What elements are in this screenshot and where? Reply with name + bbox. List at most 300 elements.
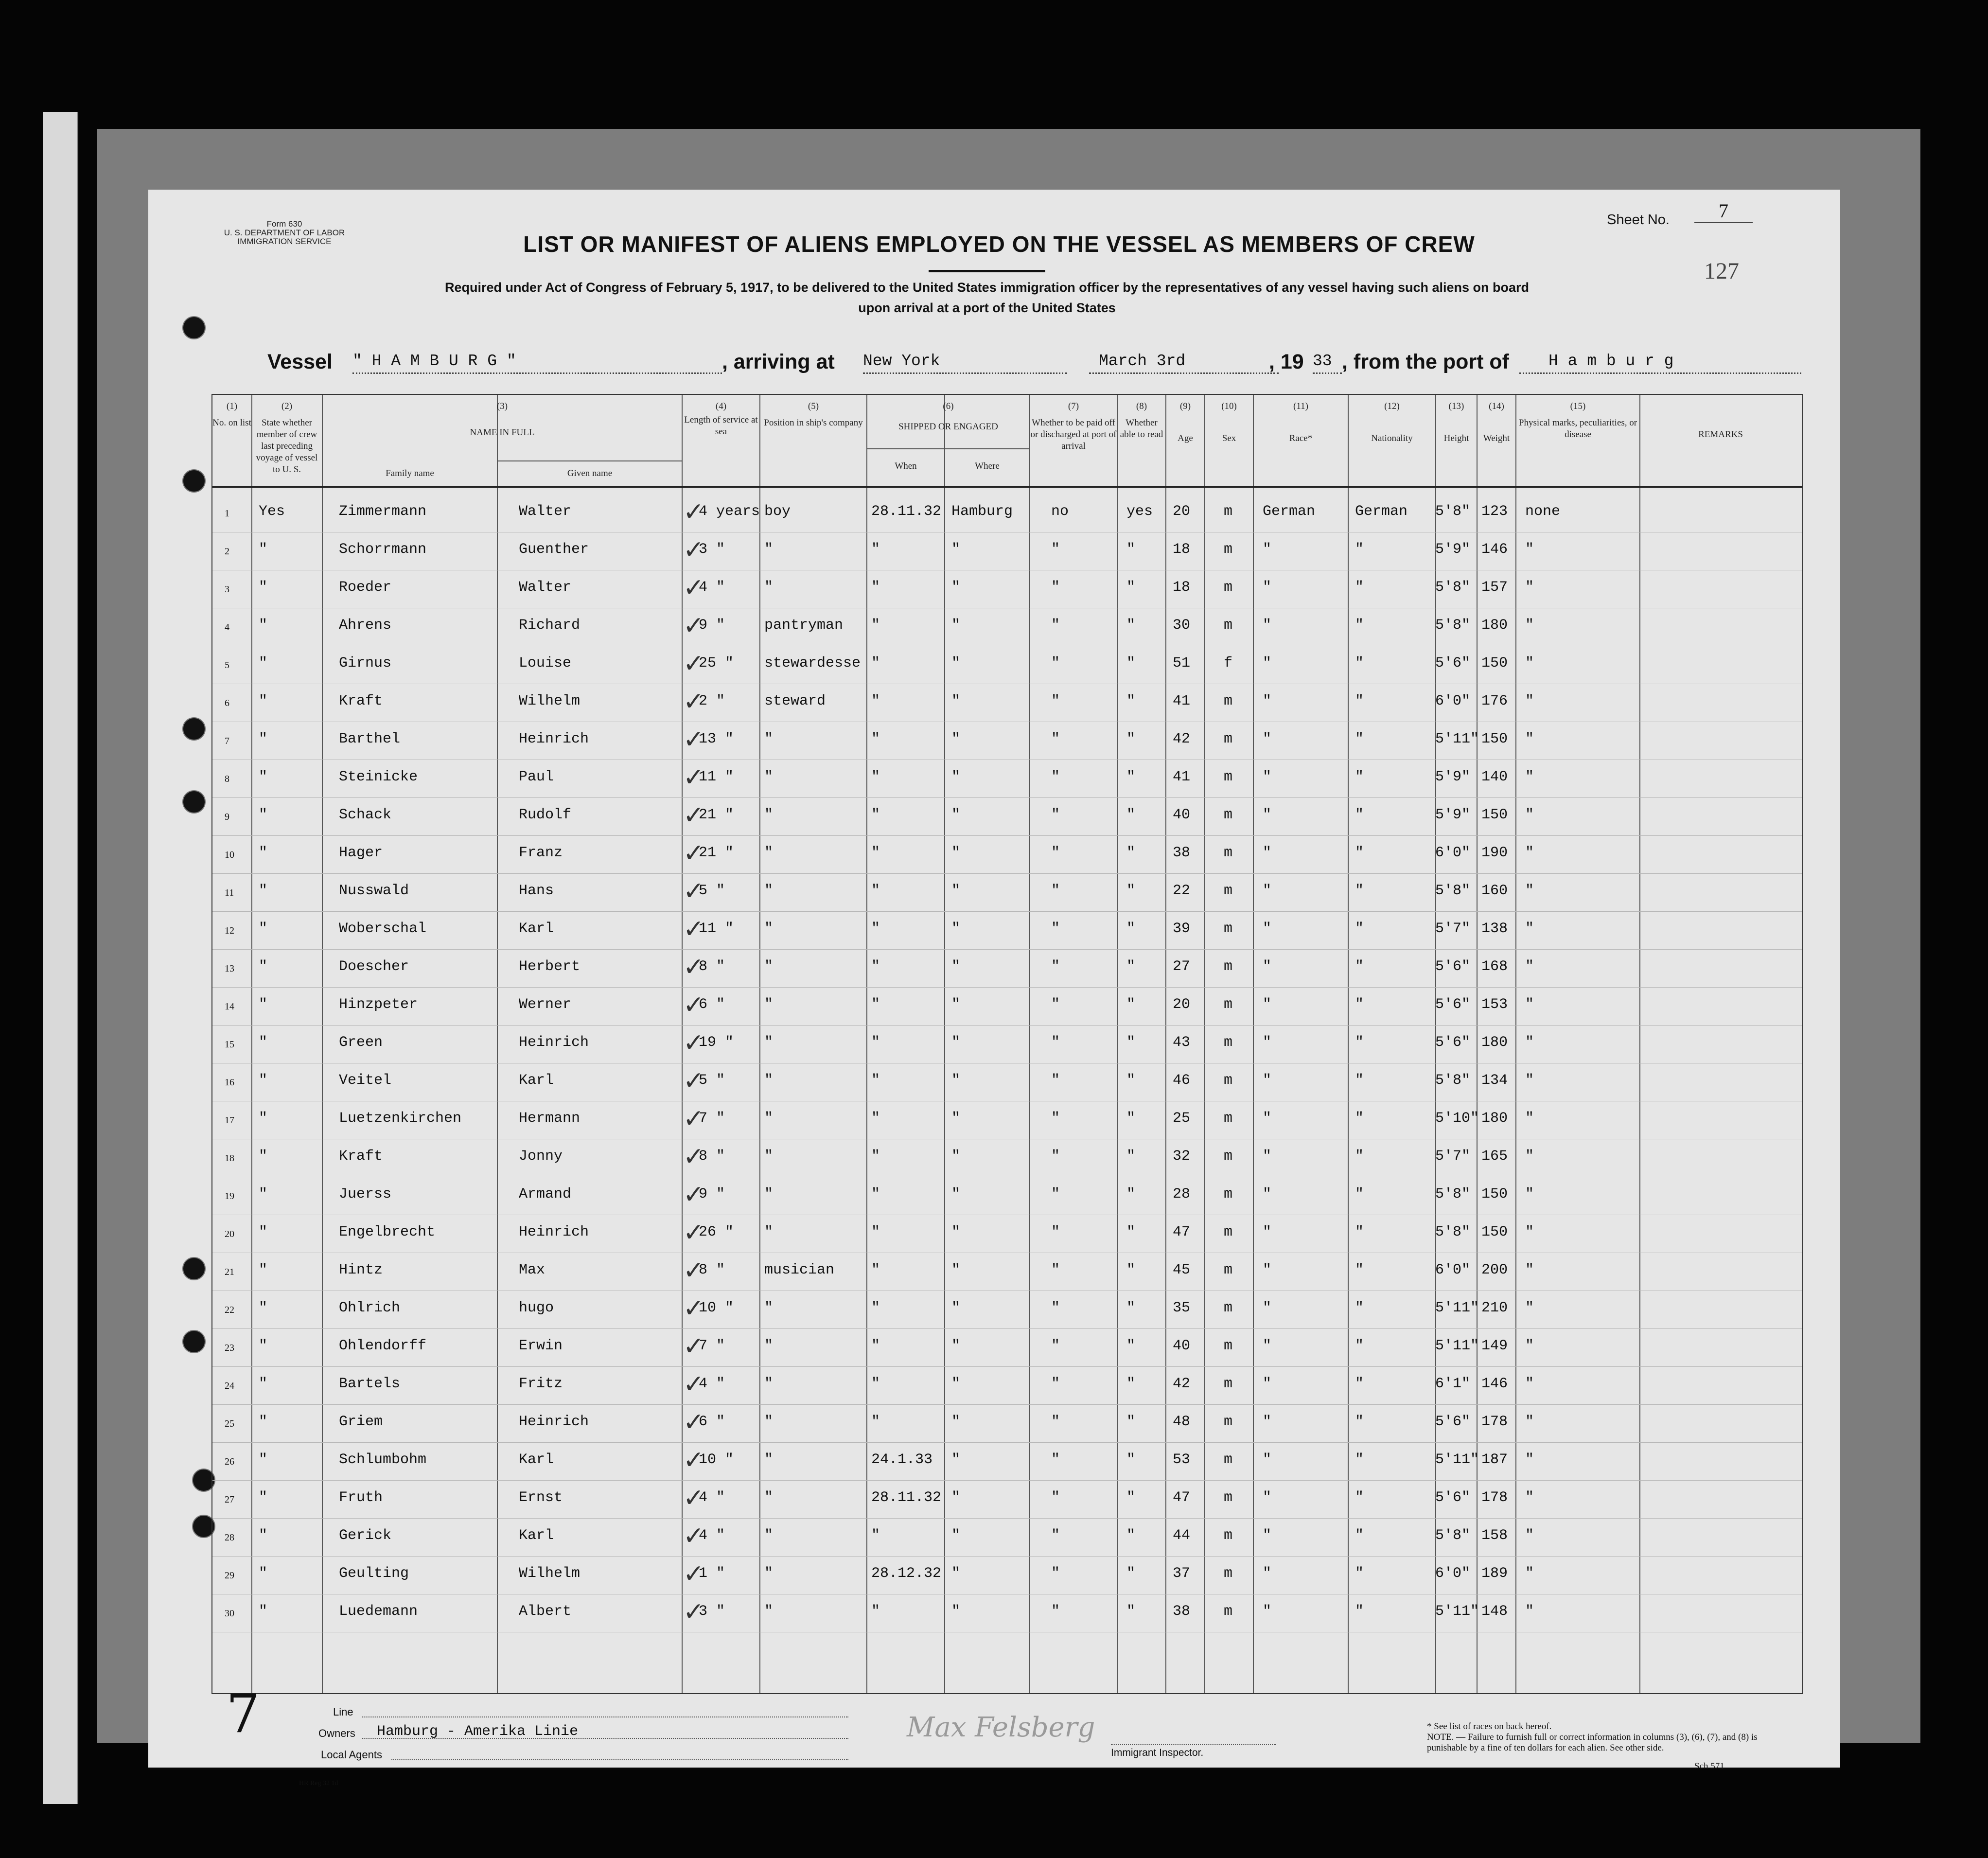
arrival-port: New York: [863, 352, 1067, 374]
table-row: [212, 760, 1802, 798]
cell-sex: m: [1224, 920, 1233, 937]
cell-age: 32: [1173, 1148, 1191, 1165]
cell-height: 5'8": [1435, 1527, 1471, 1544]
cell-nationality: ": [1355, 1451, 1364, 1468]
cell-previous-voyage: ": [259, 1565, 268, 1582]
cell-shipped-when: ": [871, 996, 880, 1013]
table-row: [212, 570, 1802, 608]
cell-height: 5'6": [1435, 1489, 1471, 1506]
cell-row-number: 11: [225, 887, 234, 898]
cell-age: 27: [1173, 958, 1191, 975]
cell-height: 6'0": [1435, 1565, 1471, 1582]
cell-shipped-when: ": [871, 1262, 880, 1278]
cell-race: ": [1263, 1451, 1272, 1468]
header-position: [760, 401, 866, 429]
cell-weight: 140: [1481, 769, 1508, 785]
cell-able-to-read: ": [1126, 1148, 1136, 1165]
cell-length-of-service: 1 ": [699, 1565, 725, 1582]
cell-physical-marks: ": [1525, 1565, 1534, 1582]
check-mark-icon: ✓: [683, 687, 704, 716]
cell-length-of-service: 4 ": [699, 1376, 725, 1392]
cell-family-name: Geulting: [339, 1565, 409, 1582]
cell-position: ": [764, 1110, 774, 1127]
cell-race: ": [1263, 1414, 1272, 1430]
cell-sex: m: [1224, 693, 1233, 709]
cell-given-name: Heinrich: [519, 1224, 589, 1240]
cell-row-number: 29: [225, 1570, 234, 1581]
cell-row-number: 18: [225, 1153, 234, 1164]
sheet-number: 7: [1694, 199, 1753, 223]
header-col-number: (8): [1136, 401, 1147, 411]
cell-family-name: Gerick: [339, 1527, 392, 1544]
header-col-label: Height: [1443, 433, 1469, 443]
cell-age: 18: [1173, 541, 1191, 558]
cell-row-number: 9: [225, 812, 229, 822]
cell-nationality: ": [1355, 1072, 1364, 1089]
cell-physical-marks: ": [1525, 1527, 1534, 1544]
header-col-label: No. on list: [212, 418, 251, 428]
cell-given-name: Max: [519, 1262, 545, 1278]
cell-shipped-where: ": [951, 1603, 961, 1620]
cell-length-of-service: 8 ": [699, 958, 725, 975]
header-col-number: (3): [496, 401, 508, 411]
cell-height: 5'6": [1435, 996, 1471, 1013]
header-where: Where: [975, 461, 1000, 471]
cell-weight: 178: [1481, 1414, 1508, 1430]
cell-physical-marks: ": [1525, 845, 1534, 861]
cell-race: ": [1263, 845, 1272, 861]
cell-able-to-read: ": [1126, 1603, 1136, 1620]
cell-sex: m: [1224, 1034, 1233, 1051]
table-row: [212, 1139, 1802, 1177]
cell-length-of-service: 5 ": [699, 883, 725, 899]
cell-age: 44: [1173, 1527, 1191, 1544]
arriving-label: , arriving at: [722, 350, 835, 373]
cell-nationality: ": [1355, 1489, 1364, 1506]
owners-label: Owners: [318, 1727, 355, 1739]
cell-length-of-service: 6 ": [699, 996, 725, 1013]
cell-length-of-service: 7 ": [699, 1338, 725, 1354]
cell-position: ": [764, 1451, 774, 1468]
cell-paid-off: ": [1051, 1414, 1060, 1430]
cell-physical-marks: ": [1525, 1338, 1534, 1354]
cell-physical-marks: ": [1525, 1489, 1534, 1506]
cell-shipped-when: ": [871, 1186, 880, 1203]
cell-shipped-where: ": [951, 845, 961, 861]
header-physical-marks: [1516, 401, 1639, 441]
cell-position: ": [764, 958, 774, 975]
cell-age: 30: [1173, 617, 1191, 634]
cell-weight: 160: [1481, 883, 1508, 899]
cell-height: 5'6": [1435, 958, 1471, 975]
cell-able-to-read: ": [1126, 807, 1136, 823]
cell-previous-voyage: ": [259, 1224, 268, 1240]
cell-given-name: Jonny: [519, 1148, 563, 1165]
cell-sex: m: [1224, 1186, 1233, 1203]
cell-shipped-when: ": [871, 1414, 880, 1430]
cell-given-name: Paul: [519, 769, 554, 785]
cell-shipped-where: ": [951, 1414, 961, 1430]
cell-race: ": [1263, 1034, 1272, 1051]
cell-paid-off: ": [1051, 958, 1060, 975]
cell-length-of-service: 11 ": [699, 769, 734, 785]
cell-nationality: German: [1355, 503, 1408, 520]
cell-height: 6'1": [1435, 1376, 1471, 1392]
cell-weight: 148: [1481, 1603, 1508, 1620]
cell-given-name: Heinrich: [519, 731, 589, 747]
cell-previous-voyage: ": [259, 920, 268, 937]
cell-length-of-service: 21 ": [699, 845, 734, 861]
cell-nationality: ": [1355, 1414, 1364, 1430]
cell-able-to-read: ": [1126, 769, 1136, 785]
cell-family-name: Luetzenkirchen: [339, 1110, 462, 1127]
cell-shipped-where: ": [951, 731, 961, 747]
cell-sex: m: [1224, 1376, 1233, 1392]
departure-port: H a m b u r g: [1519, 352, 1801, 374]
cell-row-number: 24: [225, 1380, 234, 1391]
handwritten-sheet-number: 7: [226, 1682, 260, 1745]
check-mark-icon: ✓: [683, 1597, 704, 1627]
cell-sex: m: [1224, 996, 1233, 1013]
header-col-number: (14): [1489, 401, 1504, 411]
cell-row-number: 15: [225, 1039, 234, 1050]
header-name-in-full: [323, 401, 682, 439]
table-row: [212, 646, 1802, 684]
cell-position: ": [764, 1224, 774, 1240]
cell-age: 25: [1173, 1110, 1191, 1127]
cell-age: 40: [1173, 807, 1191, 823]
service-name: IMMIGRATION SERVICE: [237, 237, 332, 246]
cell-family-name: Kraft: [339, 1148, 383, 1165]
cell-position: pantryman: [764, 617, 844, 634]
table-row: [212, 1101, 1802, 1139]
cell-shipped-when: ": [871, 579, 880, 596]
cell-given-name: hugo: [519, 1300, 554, 1316]
cell-physical-marks: ": [1525, 1110, 1534, 1127]
header-col-number: (13): [1448, 401, 1464, 411]
cell-height: 5'9": [1435, 807, 1471, 823]
cell-height: 5'8": [1435, 1186, 1471, 1203]
inspector-label: Immigrant Inspector.: [1111, 1744, 1276, 1759]
cell-weight: 180: [1481, 617, 1508, 634]
cell-shipped-when: ": [871, 769, 880, 785]
cell-weight: 187: [1481, 1451, 1508, 1468]
cell-sex: m: [1224, 1224, 1233, 1240]
cell-shipped-where: ": [951, 883, 961, 899]
cell-family-name: Kraft: [339, 693, 383, 709]
cell-race: ": [1263, 1376, 1272, 1392]
cell-given-name: Franz: [519, 845, 563, 861]
cell-position: stewardesse: [764, 655, 861, 672]
cell-physical-marks: ": [1525, 1376, 1534, 1392]
cell-weight: 180: [1481, 1034, 1508, 1051]
header-height: [1436, 401, 1477, 444]
cell-row-number: 6: [225, 698, 229, 708]
cell-position: ": [764, 1148, 774, 1165]
cell-row-number: 22: [225, 1305, 234, 1315]
cell-physical-marks: ": [1525, 1148, 1534, 1165]
cell-family-name: Hinzpeter: [339, 996, 418, 1013]
cell-shipped-where: ": [951, 1376, 961, 1392]
cell-paid-off: ": [1051, 1186, 1060, 1203]
cell-shipped-when: ": [871, 1072, 880, 1089]
table-row: [212, 608, 1802, 646]
cell-previous-voyage: ": [259, 1186, 268, 1203]
cell-able-to-read: ": [1126, 693, 1136, 709]
cell-row-number: 27: [225, 1494, 234, 1505]
cell-family-name: Engelbrecht: [339, 1224, 436, 1240]
cell-height: 5'7": [1435, 920, 1471, 937]
cell-sex: m: [1224, 731, 1233, 747]
cell-paid-off: ": [1051, 1148, 1060, 1165]
cell-family-name: Juerss: [339, 1186, 392, 1203]
cell-race: ": [1263, 1300, 1272, 1316]
cell-row-number: 17: [225, 1115, 234, 1126]
cell-row-number: 30: [225, 1608, 234, 1619]
cell-given-name: Richard: [519, 617, 581, 634]
cell-able-to-read: ": [1126, 1072, 1136, 1089]
cell-shipped-when: ": [871, 883, 880, 899]
binding-strip: [43, 112, 78, 1804]
cell-paid-off: ": [1051, 541, 1060, 558]
cell-sex: m: [1224, 541, 1233, 558]
cell-weight: 153: [1481, 996, 1508, 1013]
cell-shipped-where: ": [951, 958, 961, 975]
cell-paid-off: ": [1051, 617, 1060, 634]
cell-age: 38: [1173, 1603, 1191, 1620]
check-mark-icon: ✓: [683, 649, 704, 678]
cell-previous-voyage: ": [259, 1072, 268, 1089]
cell-sex: m: [1224, 1148, 1233, 1165]
manifest-sheet: [148, 190, 1840, 1787]
cell-previous-voyage: ": [259, 693, 268, 709]
cell-previous-voyage: ": [259, 1414, 268, 1430]
header-col-number: (11): [1293, 401, 1308, 411]
cell-sex: m: [1224, 1565, 1233, 1582]
cell-sex: m: [1224, 1300, 1233, 1316]
cell-age: 35: [1173, 1300, 1191, 1316]
cell-previous-voyage: ": [259, 883, 268, 899]
cell-previous-voyage: ": [259, 1148, 268, 1165]
cell-previous-voyage: ": [259, 655, 268, 672]
vessel-name: " H A M B U R G ": [352, 352, 722, 374]
cell-position: ": [764, 807, 774, 823]
cell-height: 5'8": [1435, 617, 1471, 634]
cell-weight: 190: [1481, 845, 1508, 861]
cell-row-number: 20: [225, 1229, 234, 1239]
cell-able-to-read: ": [1126, 541, 1136, 558]
cell-height: 6'0": [1435, 845, 1471, 861]
cell-paid-off: ": [1051, 1300, 1060, 1316]
cell-length-of-service: 2 ": [699, 693, 725, 709]
cell-height: 5'11": [1435, 731, 1479, 747]
cell-row-number: 26: [225, 1456, 234, 1467]
check-mark-icon: ✓: [683, 535, 704, 565]
header-col-number: (2): [281, 401, 293, 411]
cell-row-number: 28: [225, 1532, 234, 1543]
table-row: [212, 1594, 1802, 1632]
cell-weight: 134: [1481, 1072, 1508, 1089]
cell-age: 38: [1173, 845, 1191, 861]
cell-previous-voyage: ": [259, 1300, 268, 1316]
cell-sex: m: [1224, 1527, 1233, 1544]
cell-height: 5'8": [1435, 1224, 1471, 1240]
check-mark-icon: ✓: [683, 1408, 704, 1437]
form-number: Form 630: [266, 219, 302, 229]
cell-paid-off: ": [1051, 845, 1060, 861]
header-col-label: Sex: [1222, 433, 1236, 443]
cell-nationality: ": [1355, 769, 1364, 785]
cell-paid-off: ": [1051, 1262, 1060, 1278]
cell-weight: 149: [1481, 1338, 1508, 1354]
cell-previous-voyage: Yes: [259, 503, 285, 520]
cell-position: ": [764, 1489, 774, 1506]
page-number: 127: [1704, 258, 1739, 284]
cell-row-number: 3: [225, 584, 229, 595]
cell-given-name: Louise: [519, 655, 572, 672]
cell-shipped-where: ": [951, 996, 961, 1013]
cell-able-to-read: ": [1126, 1527, 1136, 1544]
cell-paid-off: ": [1051, 769, 1060, 785]
cell-length-of-service: 9 ": [699, 617, 725, 634]
header-age: [1166, 401, 1204, 444]
cell-family-name: Barthel: [339, 731, 401, 747]
cell-length-of-service: 5 ": [699, 1072, 725, 1089]
cell-height: 6'0": [1435, 1262, 1471, 1278]
cell-given-name: Wilhelm: [519, 1565, 581, 1582]
cell-shipped-when: ": [871, 1300, 880, 1316]
cell-nationality: ": [1355, 807, 1364, 823]
cell-position: ": [764, 1034, 774, 1051]
cell-position: ": [764, 1565, 774, 1582]
cell-family-name: Nusswald: [339, 883, 409, 899]
check-mark-icon: ✓: [683, 1484, 704, 1513]
crew-rows: [212, 495, 1802, 1632]
cell-given-name: Heinrich: [519, 1414, 589, 1430]
cell-sex: m: [1224, 958, 1233, 975]
cell-shipped-where: ": [951, 693, 961, 709]
page-subtitle: [352, 277, 1621, 318]
header-col-label: SHIPPED OR ENGAGED: [898, 422, 998, 432]
form-identifier: [202, 220, 367, 246]
header-col-label: Physical marks, peculiarities, or disease: [1518, 418, 1637, 440]
cell-paid-off: ": [1051, 579, 1060, 596]
vessel-label: Vessel: [267, 350, 333, 373]
cell-paid-off: ": [1051, 1376, 1060, 1392]
department-name: U. S. DEPARTMENT OF LABOR: [224, 228, 345, 237]
cell-nationality: ": [1355, 541, 1364, 558]
cell-weight: 123: [1481, 503, 1508, 520]
cell-shipped-when: ": [871, 1603, 880, 1620]
cell-weight: 168: [1481, 958, 1508, 975]
check-mark-icon: ✓: [683, 611, 704, 640]
cell-physical-marks: ": [1525, 693, 1534, 709]
cell-nationality: ": [1355, 845, 1364, 861]
cell-able-to-read: ": [1126, 1338, 1136, 1354]
check-mark-icon: ✓: [683, 801, 704, 830]
cell-length-of-service: 4 ": [699, 1489, 725, 1506]
cell-position: ": [764, 541, 774, 558]
cell-shipped-where: ": [951, 1262, 961, 1278]
cell-race: ": [1263, 731, 1272, 747]
cell-shipped-where: ": [951, 541, 961, 558]
check-mark-icon: ✓: [683, 1294, 704, 1323]
cell-given-name: Karl: [519, 920, 554, 937]
cell-row-number: 10: [225, 849, 234, 860]
cell-family-name: Luedemann: [339, 1603, 418, 1620]
cell-position: ": [764, 1338, 774, 1354]
cell-race: ": [1263, 920, 1272, 937]
table-row: [212, 1177, 1802, 1215]
cell-family-name: Hager: [339, 845, 383, 861]
cell-nationality: ": [1355, 1034, 1364, 1051]
cell-family-name: Roeder: [339, 579, 392, 596]
cell-race: ": [1263, 1072, 1272, 1089]
cell-weight: 200: [1481, 1262, 1508, 1278]
check-mark-icon: ✓: [683, 1218, 704, 1247]
cell-family-name: Green: [339, 1034, 383, 1051]
punch-hole: [182, 717, 206, 741]
header-weight: [1478, 401, 1515, 444]
header-paid-off: [1030, 401, 1117, 452]
cell-weight: 178: [1481, 1489, 1508, 1506]
footnote: [1427, 1721, 1777, 1753]
cell-paid-off: ": [1051, 1338, 1060, 1354]
vessel-line: [267, 350, 1775, 384]
table-row: [212, 1367, 1802, 1405]
cell-family-name: Veitel: [339, 1072, 392, 1089]
cell-row-number: 16: [225, 1077, 234, 1088]
cell-shipped-where: ": [951, 655, 961, 672]
header-when: When: [895, 461, 917, 471]
cell-able-to-read: ": [1126, 920, 1136, 937]
cell-shipped-where: ": [951, 769, 961, 785]
cell-height: 5'11": [1435, 1300, 1479, 1316]
cell-previous-voyage: ": [259, 541, 268, 558]
cell-family-name: Schlumbohm: [339, 1451, 427, 1468]
cell-race: ": [1263, 958, 1272, 975]
cell-age: 42: [1173, 1376, 1191, 1392]
cell-previous-voyage: ": [259, 617, 268, 634]
header-no: [212, 401, 251, 429]
cell-shipped-where: ": [951, 920, 961, 937]
cell-height: 5'11": [1435, 1338, 1479, 1354]
check-mark-icon: ✓: [683, 1066, 704, 1096]
header-col-number: (4): [715, 401, 727, 411]
cell-position: ": [764, 769, 774, 785]
cell-shipped-when: 28.11.32: [871, 503, 942, 520]
cell-height: 5'8": [1435, 1072, 1471, 1089]
cell-race: German: [1263, 503, 1316, 520]
cell-physical-marks: ": [1525, 1451, 1534, 1468]
footer: [226, 1682, 1792, 1787]
cell-length-of-service: 3 ": [699, 1603, 725, 1620]
cell-previous-voyage: ": [259, 996, 268, 1013]
cell-physical-marks: ": [1525, 579, 1534, 596]
header-col-label: Whether to be paid off or discharged at port of arrival: [1030, 418, 1117, 451]
cell-row-number: 8: [225, 774, 229, 784]
cell-shipped-when: ": [871, 1376, 880, 1392]
cell-paid-off: ": [1051, 1110, 1060, 1127]
cell-position: ": [764, 579, 774, 596]
cell-nationality: ": [1355, 920, 1364, 937]
cell-length-of-service: 13 ": [699, 731, 734, 747]
cell-shipped-when: ": [871, 920, 880, 937]
header-race: [1254, 401, 1348, 444]
owners-value: Hamburg - Amerika Linie: [377, 1723, 579, 1740]
check-mark-icon: ✓: [683, 991, 704, 1020]
cell-given-name: Fritz: [519, 1376, 563, 1392]
